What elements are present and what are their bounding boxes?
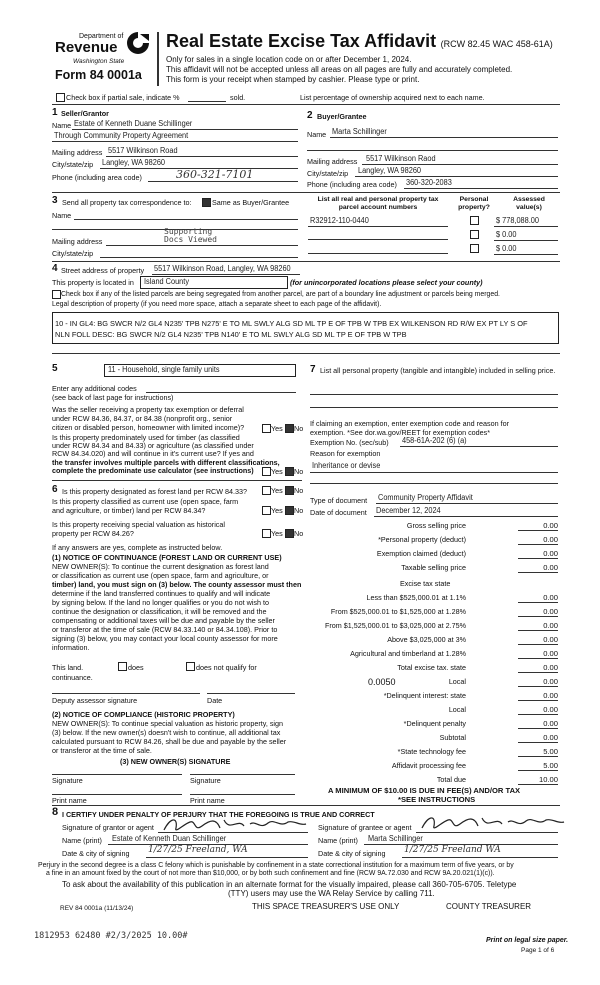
deputy-sig-line (52, 693, 200, 694)
buyer-phone-label: Phone (including area code) (307, 180, 397, 189)
personal-property-checkbox[interactable] (470, 244, 479, 253)
legal-description-box[interactable] (52, 312, 559, 344)
grantee-date-label: Date & city of signing (318, 849, 386, 858)
owner-sig-label2: Signature (190, 776, 221, 785)
grantee-name-value[interactable]: Marta Schillinger (368, 834, 423, 843)
notice2-line: or transferor at the time of sale. (52, 746, 152, 755)
section4-num: 4 (52, 263, 58, 274)
seller-mailing-value[interactable]: 5517 Wilkinson Road (108, 146, 178, 155)
certify-label: I CERTIFY UNDER PENALTY OF PERJURY THAT THE FOREGOING IS TRUE AND CORRECT (62, 810, 375, 819)
partial-sale-label: Check box if partial sale, indicate % (66, 93, 180, 102)
rule-after-2 (52, 192, 560, 193)
receipt-stamp: 1812953 62480 #2/3/2025 10.00# (34, 931, 188, 941)
grantee-date-line (402, 857, 558, 858)
q1-no-label: No (294, 424, 304, 433)
buyer-phone-value[interactable]: 360-320-2083 (406, 178, 452, 187)
fee-value[interactable]: 0.00 (518, 549, 558, 559)
q2-block (52, 434, 280, 475)
owner-print-line2 (190, 794, 295, 795)
notice2-title: (2) NOTICE OF COMPLIANCE (HISTORIC PROPERTY) (52, 710, 235, 719)
located-note: (for unincorporated locations please select your county) (290, 278, 483, 287)
parcel-header: List all real and personal property tax parcel account numbers (317, 196, 439, 211)
doc-type-label: Type of document (310, 496, 368, 505)
buyer-heading: Buyer/Grantee (317, 112, 367, 121)
assessed-line (494, 254, 558, 255)
s6-q1-no-label: No (294, 486, 304, 495)
fee-label: *Delinquent interest: state (383, 691, 466, 700)
fee-row (308, 521, 558, 531)
grantor-date-label: Date & city of signing (62, 849, 130, 858)
fee-value[interactable]: 5.00 (518, 747, 558, 757)
treasurer-use: THIS SPACE TREASURER'S USE ONLY (252, 902, 400, 911)
reason-label: Reason for exemption (310, 449, 381, 458)
fee-value[interactable]: 0.00 (518, 663, 558, 673)
grantor-name-label: Name (print) (62, 836, 102, 845)
deputy-sig-label: Deputy assessor signature (52, 696, 138, 705)
fee-value[interactable]: 0.00 (518, 677, 558, 687)
new-owner-sig-title: (3) NEW OWNER(S) SIGNATURE (120, 757, 231, 766)
section3-mailing-line (106, 245, 298, 246)
section3-name-line (74, 219, 298, 220)
seller-name-value[interactable]: Estate of Kenneth Duane Schillinger (74, 119, 193, 128)
owner-print-label1: Print name (52, 796, 87, 805)
buyer-name-line (330, 137, 558, 138)
reason-line2 (310, 483, 558, 484)
grantee-sig-label: Signature of grantee or agent (318, 823, 412, 832)
fee-value[interactable]: 0.00 (518, 521, 558, 531)
assessed-line (494, 240, 558, 241)
ownership-note: List percentage of ownership acquired next to each name. (300, 93, 485, 102)
form-title: Real Estate Excise Tax Affidavit (166, 31, 437, 51)
partial-sale-line (188, 101, 226, 102)
fee-row (308, 563, 558, 573)
notice2-body (52, 719, 286, 755)
dept-line2: Revenue (55, 39, 118, 56)
notice2-line: NEW OWNER(S): To continue special valuation as historic property, sign (52, 719, 284, 728)
grantor-sig-line (158, 832, 308, 833)
q1-line: citizen or disabled person, homeowner with limited income)? (52, 423, 245, 432)
notice1-line: compensating or additional taxes will be due and payable by the seller (52, 616, 275, 625)
land-use-select[interactable] (104, 364, 296, 377)
s6-q2-yes-label: Yes (271, 506, 283, 515)
alt-format-line2: (TTY) users may use the WA Relay Service by calling 711. (228, 889, 435, 898)
alt-format-line1: To ask about the availability of this publication in an alternate format for the visually impaired, please call 360-705-6705. Teletype (62, 880, 517, 889)
buyer-name-label: Name (307, 130, 327, 139)
doc-type-line (376, 503, 558, 504)
section6-num: 6 (52, 484, 58, 495)
fee-label: Above $3,025,000 at 3% (387, 635, 466, 644)
fee-label: Total due (436, 775, 466, 784)
fee-row (308, 761, 558, 771)
form-title-block (166, 31, 553, 52)
fee-label: Taxable selling price (401, 563, 466, 572)
parcel-line (308, 226, 448, 227)
supporting-docs-stamp (164, 228, 217, 244)
stamp-line1: Supporting (164, 227, 213, 236)
assessed-line (494, 226, 558, 227)
legal-paper-note: Print on legal size paper. (486, 937, 569, 944)
codes-label: Enter any additional codes (52, 384, 137, 393)
does-checkbox[interactable] (118, 662, 127, 671)
fee-label: From $525,000.01 to $1,525,000 at 1.28% (330, 607, 466, 616)
notice1-line: or transferor at the time of sale (RCW 84.33.140 or 84.34.108). Prior to (52, 625, 278, 634)
exempt-line: If claiming an exemption, enter exemption code and reason for (310, 419, 509, 428)
personal-header: Personal property? (458, 196, 490, 211)
fee-row (308, 663, 558, 673)
s6-q3-line: Is this property receiving special valuation as historical (52, 520, 225, 529)
doc-date-label: Date of document (310, 508, 367, 517)
dept-line3: Washington State (73, 58, 125, 65)
fee-value[interactable]: 0.00 (518, 535, 558, 545)
seller-phone-label: Phone (including area code) (52, 173, 142, 182)
exempt-line: exemption. *See dor.wa.gov/REET for exemption codes* (310, 428, 491, 437)
buyer-phone-line (404, 188, 558, 189)
buyer-name-value[interactable]: Marta Schillinger (332, 127, 387, 136)
notice1-line: signing (3) below, you may contact your local county assessor for more (52, 634, 278, 643)
fee-label: Less than $525,000.01 at 1.1% (366, 593, 466, 602)
does-not-label: does not qualify for (196, 663, 257, 672)
owner-print-label2: Print name (190, 796, 225, 805)
rule-before-8 (52, 805, 560, 806)
fee-label: From $1,525,000.01 to $3,025,000 at 2.75% (324, 621, 466, 630)
section1-num: 1 (52, 107, 58, 118)
deputy-date-line (207, 693, 295, 694)
fee-label: Subtotal (439, 733, 466, 742)
land-use-value: 11 - Household, single family units (108, 365, 220, 374)
dor-logo (55, 30, 155, 88)
section3-city-line (100, 257, 298, 258)
s6-q2-no-label: No (294, 506, 304, 515)
seller-mailing-line (106, 156, 298, 157)
reason-line (310, 472, 558, 473)
personal-property-checkbox[interactable] (470, 216, 479, 225)
s6-q2-yes-checkbox[interactable] (262, 506, 271, 515)
seller-name-label: Name (52, 121, 72, 130)
notice2-line: (3) below. If the new owner(s) doesn't wish to continue, all additional tax (52, 728, 281, 737)
q1-line: under RCW 84.36, 84.37, or 84.38 (nonprofit org., senior (52, 414, 233, 423)
section5-num: 5 (52, 363, 58, 374)
personal-property-checkbox[interactable] (470, 230, 479, 239)
s6-q3-no-label: No (294, 529, 304, 538)
rule-after-5 (52, 480, 302, 481)
fee-row (308, 621, 558, 631)
q2-line: Is this property predominately used for timber (as classified (52, 433, 240, 442)
buyer-city-value[interactable]: Langley, WA 98260 (358, 166, 422, 175)
assessed-value[interactable]: $ 0.00 (496, 230, 517, 239)
page-number: Page 1 of 6 (521, 947, 555, 954)
buyer-mailing-label: Mailing address (307, 157, 358, 166)
grantor-date-line (146, 857, 308, 858)
fee-value[interactable]: 5.00 (518, 761, 558, 771)
minimum-note: A MINIMUM OF $10.00 IS DUE IN FEE(S) AND/OR TAX (328, 786, 521, 795)
notice1-line: NEW OWNER(S): To continue the current designation as forest land (52, 562, 269, 571)
q2-yes-checkbox[interactable] (262, 467, 271, 476)
fee-value[interactable]: 0.00 (518, 719, 558, 729)
dept-line1: Department of (79, 33, 124, 40)
legal-label: Legal description of property (if you need more space, attach a separate sheet to each page of the affidavit). (52, 301, 382, 308)
this-land-label: This land. (52, 663, 84, 672)
segregated-label: Check box if any of the listed parcels are being segregated from another parcel, are part of a boundary line adjustment or parcels being merged. (61, 291, 500, 298)
q2-no-label: No (294, 467, 304, 476)
fee-row (308, 593, 558, 603)
q2-line: under RCW 84.34 and 84.33) or agriculture (as classified under (52, 441, 254, 451)
exemption-no-label: Exemption No. (sec/sub) (310, 438, 389, 447)
seller-name-value2[interactable]: Through Community Property Agreement (54, 131, 189, 140)
owner-sig-label1: Signature (52, 776, 83, 785)
notice1-line: by signing below. If the land no longer qualifies or you do not wish to (52, 598, 269, 607)
fee-value[interactable]: 0.00 (518, 733, 558, 743)
grantee-date-value[interactable]: 1/27/25 Freeland WA (404, 845, 501, 855)
exemption-no-line (400, 446, 558, 447)
s6-q1-yes-label: Yes (271, 486, 283, 495)
deputy-date-label: Date (207, 696, 223, 705)
header-sub2: This affidavit will not be accepted unless all areas on all pages are fully and accurately completed. (166, 65, 513, 74)
fee-row (308, 549, 558, 559)
grantor-date-value[interactable]: 1/27/25 Freeland, WA (148, 845, 248, 855)
s6-q3-no-checkbox[interactable] (285, 529, 294, 538)
header-sub1: Only for sales in a single location code on or after December 1, 2024. (166, 55, 412, 64)
exempt-block (310, 419, 509, 437)
section2-num: 2 (307, 110, 313, 121)
s6-q1-yes-checkbox[interactable] (262, 486, 271, 495)
notice1-line: continue the designation or classification, it will be removed and the (52, 607, 267, 616)
notice1-line: information. (52, 643, 90, 652)
fee-row (308, 733, 558, 743)
perjury-line2: a fine in an amount fixed by the court of not more than $10,000, or by both such confinement and fine (RCW 9A.72.030 and RCW 9A.20.021(1)(c)). (46, 870, 495, 877)
s6-q3-block (52, 520, 225, 538)
fee-row (308, 775, 558, 785)
street-value[interactable]: 5517 Wilkinson Road, Langley, WA 98260 (154, 264, 291, 273)
header-divider (157, 32, 159, 86)
seller-name-line (72, 129, 298, 130)
s7-line2 (310, 407, 558, 408)
located-value: Island County (144, 277, 190, 286)
fee-value[interactable]: 10.00 (518, 775, 558, 785)
owner-sig-line1 (52, 774, 182, 775)
fee-label: Total excise tax. state (397, 663, 466, 672)
seller-phone-value[interactable]: 360-321-7101 (176, 168, 254, 181)
fee-row (308, 691, 558, 701)
county-treasurer: COUNTY TREASURER (446, 902, 532, 911)
section3-label: Send all property tax correspondence to: (62, 198, 192, 207)
assessed-value[interactable]: $ 0.00 (496, 244, 517, 253)
codes-note: (see back of last page for instructions) (52, 393, 174, 402)
fee-row (308, 635, 558, 645)
local-rate: 0.0050 (368, 677, 396, 687)
fee-value[interactable]: 0.00 (518, 593, 558, 603)
fee-label: Gross selling price (406, 521, 466, 530)
fee-row (308, 677, 558, 687)
grantee-name-label: Name (print) (318, 836, 358, 845)
located-select[interactable] (140, 276, 288, 289)
parcel-number[interactable]: R32912-110-0440 (310, 216, 369, 225)
buyer-name-line2 (307, 150, 558, 151)
s6-q1: Is this property designated as forest land per RCW 84.33? (62, 487, 247, 496)
seller-name-line2 (52, 141, 298, 142)
same-as-buyer-label: Same as Buyer/Grantee (212, 198, 290, 207)
section7-label: List all personal property (tangible and intangible) included in selling price. (320, 366, 556, 375)
fee-label: *Delinquent penalty (403, 719, 466, 728)
notice1-line: determine if the land transferred continues to qualify and will indicate (52, 589, 271, 598)
s6-instr: If any answers are yes, complete as instructed below. (52, 543, 223, 552)
grantor-name-value[interactable]: Estate of Kenneth Duan Schillinger (112, 834, 227, 843)
partial-sale-sold: sold. (230, 93, 246, 102)
notice1-line: timber) land, you must sign on (3) below. The county assessor must then (52, 580, 302, 589)
grantor-sig-label: Signature of grantor or agent (62, 823, 154, 832)
partial-sale-checkbox[interactable] (56, 93, 65, 102)
s6-q2-no-checkbox[interactable] (285, 506, 294, 515)
section3-city-label: City/state/zip (52, 249, 94, 258)
perjury-line1: Perjury in the second degree is a class C felony which is punishable by confinement in a state correctional institution for a maximum term of five years, or by (38, 862, 514, 869)
notice1-line: or classification as current use (open space, farm and agriculture, or (52, 571, 269, 580)
s6-q1-no-checkbox[interactable] (285, 486, 294, 495)
section8-num: 8 (52, 806, 59, 818)
s6-q3-yes-label: Yes (271, 529, 283, 538)
notice1-title: (1) NOTICE OF CONTINUANCE (FOREST LAND OR CURRENT USE) (52, 553, 282, 562)
s6-q2-line: and agriculture, or timber) land per RCW 84.34? (52, 506, 206, 515)
doc-date-value[interactable]: December 12, 2024 (376, 506, 441, 515)
doc-type-value[interactable]: Community Property Affidavit (378, 493, 473, 502)
s6-q2-line: Is this property classified as current use (open space, farm (52, 497, 239, 506)
s6-q3-yes-checkbox[interactable] (262, 529, 271, 538)
s6-q3-line: property per RCW 84.26? (52, 529, 134, 538)
legal-line1: 10 - IN GL4: BG SWCR N/2 GL4 N235' TPB N275' E TO ML SWLY ALG SD ML TP E OF TPB W TPB EX WILKENSON RD R/W EX PT LY S OF (55, 319, 528, 328)
street-line (152, 274, 300, 275)
legal-line2: NLN FOLL DESC: BG SWCR N/2 GL4 N235' TPB N140' E TO ML SWLY ALG SD ML TP E OF TPB W TPB (55, 330, 407, 339)
fee-value[interactable]: 0.00 (518, 705, 558, 715)
fee-value[interactable]: 0.00 (518, 635, 558, 645)
see-instructions: *SEE INSTRUCTIONS (398, 795, 476, 804)
buyer-mailing-line (362, 164, 558, 165)
q1-yes-label: Yes (271, 424, 283, 433)
owner-print-line1 (52, 794, 182, 795)
fee-label: *State technology fee (397, 747, 466, 756)
fee-value[interactable]: 0.00 (518, 649, 558, 659)
q2-line: RCW 84.34.020) and will continue in it's current use? If yes and (52, 449, 254, 459)
header-sub3: This form is your receipt when stamped by cashier. Please type or print. (166, 75, 420, 84)
does-label: does (128, 663, 144, 672)
fee-label: Agricultural and timberland at 1.28% (350, 649, 466, 658)
located-label: This property is located in (52, 278, 134, 287)
segregated-checkbox[interactable] (52, 290, 61, 299)
top-rule (52, 104, 560, 105)
excise-state-label: Excise tax state (400, 579, 451, 588)
section3-num: 3 (52, 195, 58, 206)
grantee-signature (418, 812, 568, 834)
grantee-sig-line (416, 832, 558, 833)
fee-value[interactable]: 0.00 (518, 621, 558, 631)
fee-value[interactable]: 0.00 (518, 563, 558, 573)
seller-city-value[interactable]: Langley, WA 98260 (102, 158, 166, 167)
dor-logo-icon (125, 30, 151, 56)
rev-number: REV 84 0001a (11/13/24) (60, 905, 134, 912)
q2-no-checkbox[interactable] (285, 467, 294, 476)
q1-yes-checkbox[interactable] (262, 424, 271, 433)
parcel-line (308, 239, 448, 240)
fee-label: Exemption claimed (deduct) (376, 549, 466, 558)
seller-mailing-label: Mailing address (52, 148, 103, 157)
fee-row (308, 747, 558, 757)
q2-yes-label: Yes (271, 467, 283, 476)
fee-label: Local (448, 677, 466, 686)
q2-line: complete the predominate use calculator (see instructions) (52, 465, 254, 475)
continuance-label: continuance. (52, 673, 93, 682)
exemption-no-value[interactable]: 458-61A-202 (6) (a) (402, 436, 467, 445)
fee-value[interactable]: 0.00 (518, 607, 558, 617)
fee-label: Affidavit processing fee (391, 761, 466, 770)
fee-row (308, 535, 558, 545)
s6-q2-block (52, 497, 238, 515)
s7-line1 (310, 394, 558, 395)
does-not-checkbox[interactable] (186, 662, 195, 671)
fee-row (308, 705, 558, 715)
notice2-line: calculated pursuant to RCW 84.26, shall be due and payable by the seller (52, 737, 287, 746)
parcel-line (308, 253, 448, 254)
q1-block (52, 405, 244, 432)
seller-heading: Seller/Grantor (61, 109, 109, 118)
buyer-city-line (355, 176, 558, 177)
notice1-body (52, 562, 301, 652)
form-number: Form 84 0001a (55, 68, 142, 82)
stamp-line2: Docs Viewed (164, 235, 217, 244)
fee-row (308, 607, 558, 617)
rule-after-4 (52, 353, 560, 354)
street-label: Street address of property (61, 266, 145, 275)
owner-sig-line2 (190, 774, 295, 775)
buyer-city-label: City/state/zip (307, 169, 349, 178)
section3-mailing-label: Mailing address (52, 237, 103, 246)
q1-no-checkbox[interactable] (285, 424, 294, 433)
rule-after-3 (52, 261, 560, 262)
same-as-buyer-checkbox[interactable] (202, 198, 211, 207)
seller-city-label: City/state/zip (52, 160, 94, 169)
assessed-value[interactable]: $ 778,088.00 (496, 216, 539, 225)
q1-line: Was the seller receiving a property tax exemption or deferral (52, 405, 244, 414)
doc-date-line (374, 516, 558, 517)
fee-value[interactable]: 0.00 (518, 691, 558, 701)
reason-value[interactable]: Inheritance or devise (312, 461, 381, 470)
assessed-header: Assessed value(s) (513, 196, 545, 211)
fee-row (308, 719, 558, 729)
buyer-mailing-value[interactable]: 5517 Wilkinson Raod (366, 154, 436, 163)
section3-name-label: Name (52, 211, 72, 220)
fee-label: *Personal property (deduct) (378, 535, 466, 544)
fee-label: Local (448, 705, 466, 714)
seller-phone-line (148, 181, 298, 182)
q2-line: the transfer involves multiple parcels with different classifications, (52, 457, 280, 467)
fee-row (308, 649, 558, 659)
section7-num: 7 (310, 364, 316, 375)
form-rcw: (RCW 82.45 WAC 458-61A) (440, 39, 553, 49)
